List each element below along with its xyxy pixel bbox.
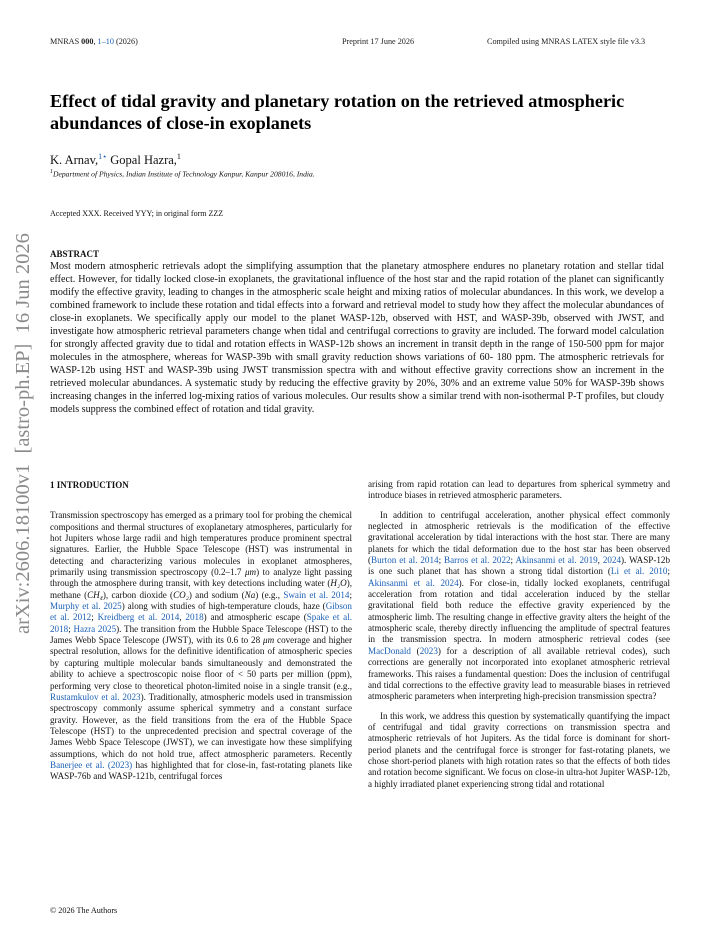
section-heading: 1 INTRODUCTION xyxy=(50,480,129,490)
affiliation-mark: 1 xyxy=(50,169,53,175)
preprint-date: Preprint 17 June 2026 xyxy=(342,37,415,46)
citation-link[interactable]: Spake et al. 2018 xyxy=(50,612,353,634)
citation-link[interactable]: MacDonald xyxy=(368,645,411,656)
intro-paragraph-3: In this work, we address this question by systematically quantifying the impact of centrifugal and tidal gravity corrections on transmission spectra and atmospheric retrievals of hot Jupiters. As the tidal force is dominant for short-period planets and the centrifugal force is stronger for fast-rotating planets, we chose short-period planets with high rotation rates so that the effects of both tides and rotation become significant. We focus on close-in ultra-hot Jupiter WASP-12b, a highly irradiated planet experiencing strong tidal and rotational xyxy=(368,710,670,789)
page-range-link[interactable]: 1–10 xyxy=(97,37,114,46)
left-column xyxy=(50,480,352,783)
arxiv-stamp xyxy=(0,0,40,947)
author-list xyxy=(50,153,181,168)
citation-link[interactable]: 2024 xyxy=(602,555,622,566)
journal-year: (2026) xyxy=(115,37,138,46)
citation-link[interactable]: Hazra 2025 xyxy=(73,623,117,634)
citation-link[interactable]: Barros et al. 2022 xyxy=(444,555,511,566)
right-column xyxy=(368,479,670,790)
journal-volume: 000 xyxy=(81,37,94,46)
citation-link[interactable]: Rustamkulov et al. 2023 xyxy=(50,691,141,702)
citation-link[interactable]: Kreidberg et al. 2014 xyxy=(97,612,180,623)
citation-link[interactable]: Burton et al. 2014 xyxy=(371,555,439,566)
citation-link[interactable]: Swain et al. 2014 xyxy=(283,589,350,600)
citation-link[interactable]: Li et al. 2010 xyxy=(610,566,668,577)
citation-link[interactable]: 2018 xyxy=(185,612,204,623)
citation-link[interactable]: Murphy et al. 2025 xyxy=(50,601,122,612)
citation-link[interactable]: Akinsanmi et al. 2019 xyxy=(515,555,598,566)
affiliation-text: Department of Physics, Indian Institute of Technology Kanpur, Kanpur 208016, India. xyxy=(53,169,315,179)
citation-link[interactable]: 2023 xyxy=(419,645,438,656)
author-name: Gopal Hazra, xyxy=(110,153,177,167)
abstract xyxy=(50,248,664,416)
author-affiliation-mark[interactable]: 1⋆ xyxy=(98,151,108,161)
intro-paragraph-2: In addition to centrifugal acceleration, another physical effect commonly neglected in atmospheric retrievals is the modification of the effective gravitational acceleration by tidal interactions with the host star. There are many planets for which the tidal deformation due to the host star has been observed (Burton et al. 2014; Barros et al. 2022; Akinsanmi et al. 2019, 2024). WASP-12b is one such planet that has shown a strong tidal distortion (Li et al. 2010; Akinsanmi et al. 2024). For close-in, tidally locked exoplanets, centrifugal acceleration from rotation and tidal acceleration induced by the stellar gravitational field both reduce the effective gravity experienced by the atmospheric limb. The resulting change in effective gravity alters the height of the atmospheric scale, thereby directly influencing the amplitude of spectral features in the transmission spectra. In modern atmospheric retrieval codes (see MacDonald (2023) for a description of all available retrieval codes), such corrections are generally not incorporated into exoplanet atmospheric retrieval frameworks. This raises a fundamental question: Does the inclusion of centrifugal and tidal corrections to the effective gravity lead to measurable biases in retrieved atmospheric parameters when interpreting high-precision transmission spectra? xyxy=(368,509,670,702)
running-header-journal: MNRAS 000, 1–10 (2026) xyxy=(50,37,138,46)
received-accepted-dates: Accepted XXX. Received YYY; in original form ZZZ xyxy=(50,209,224,218)
citation-link[interactable]: Banerjee et al. (2023) xyxy=(50,759,133,770)
intro-paragraph-1: Transmission spectroscopy has emerged as a primary tool for probing the chemical compositions and thermal structures of exoplanetary atmospheres, particularly for hot Jupiters whose large radii and high temperatures produce prominent spectral signatures. Earlier, the Hubble Space Telescope (HST) was instrumental in detecting and characterizing various molecules in exoplanet atmospheres, primarily using transmission spectroscopy (0.2–1.7 μm) to analyze light passing through the atmosphere during transit, with key detections including water (H₂O), methane (CH₄), carbon dioxide (CO₂) and sodium (Na) (e.g., Swain et al. 2014; Murphy et al. 2025) along with studies of high-temperature clouds, haze (Gibson et al. 2012; Kreidberg et al. 2014, 2018) and atmospheric escape (Spake et al. 2018; Hazra 2025). The transition from the Hubble Space Telescope (HST) to the James Webb Space Telescope (JWST), with its 0.6 to 28 μm coverage and higher spectral resolution, allows for the definitive identification of atmospheric species by capturing multiple molecular bands simultaneously and demonstrated the ability to achieve a spectroscopic noise floor of < 50 parts per million (ppm), performing very close to theoretical photon-limited noise in a single transit (e.g., Rustamkulov et al. 2023). Traditionally, atmospheric models used in transmission spectroscopy commonly assume spherical symmetry and a constant surface gravity. However, as the field transitions from the era of the Hubble Space Telescope (HST) to the unprecedented precision and spectral coverage of the James Webb Space Telescope (JWST), we can investigate how these simplifying assumptions, which do not hold true, affect atmospheric parameters. Recently Banerjee et al. (2023) has highlighted that for close-in, fast-rotating planets like WASP-76b and WASP-121b, centrifugal forces xyxy=(50,510,353,782)
citation-link[interactable]: Gibson et al. 2012 xyxy=(50,601,352,623)
compiled-note: Compiled using MNRAS LATEX style file v3.3 xyxy=(487,37,646,46)
abstract-text: Most modern atmospheric retrievals adopt the simplifying assumption that the planetary atmosphere endures no planetary rotation and stellar tidal effect. However, for tidally locked close-in exoplanets, the gravitational influence of the host star and the rapid rotation of the planet can significantly modify the effective gravity, leading to changes in the atmospheric scale height and mixing ratios of molecular abundances. In this work, we develop a combined framework to include these rotation and tidal effects into a forward and retrieval model to study how they affect the molecular abundances of close-in exoplanets. We specifically apply our model to the planet WASP-12b, observed with HST, and WASP-39b, observed with JWST, and investigate how atmospheric retrieval parameters change when tidal and centrifugal corrections to gravity are included. The forward model calculation for strongly affected gravity due to tidal and rotation effects in WASP-12b shows an increment in transit depth in the range of 150-500 ppm for major molecules in the atmosphere, whereas for WASP-39b with small gravity reduction shows variations of 60- 180 ppm. The atmospheric retrievals for WASP-12b using HST and WASP-39b using JWST transmission spectra with and without effective gravity corrections show an increment in the retrieved molecular abundances. A systematic study by reducing the effective gravity by 20%, 30% and an extreme value 50% for WASP-39b shows increasing changes in the inferred log-mixing ratios of various molecules. Our results show a similar trend with non-isothermal P-T profiles, but cloudy models suppress the combined effect of rotation and tidal gravity. xyxy=(50,261,664,415)
copyright-footer: © 2026 The Authors xyxy=(50,906,118,915)
affiliation xyxy=(50,169,315,179)
arxiv-stamp-text: arXiv:2606.18100v1 [astro-ph.EP] 16 Jun 2026 xyxy=(12,233,34,634)
author-name: K. Arnav, xyxy=(50,153,99,167)
intro-paragraph-continued: arising from rapid rotation can lead to departures from spherical symmetry and introduce biases in retrieved atmospheric parameters. xyxy=(368,479,670,501)
citation-link[interactable]: Akinsanmi et al. 2024 xyxy=(368,577,459,588)
abstract-heading: ABSTRACT xyxy=(50,249,100,259)
paper-title: Effect of tidal gravity and planetary rotation on the retrieved atmospheric abundances of close-in exoplanets xyxy=(50,91,625,133)
journal-name: MNRAS xyxy=(50,37,80,46)
author-affiliation-mark: 1 xyxy=(176,151,181,161)
